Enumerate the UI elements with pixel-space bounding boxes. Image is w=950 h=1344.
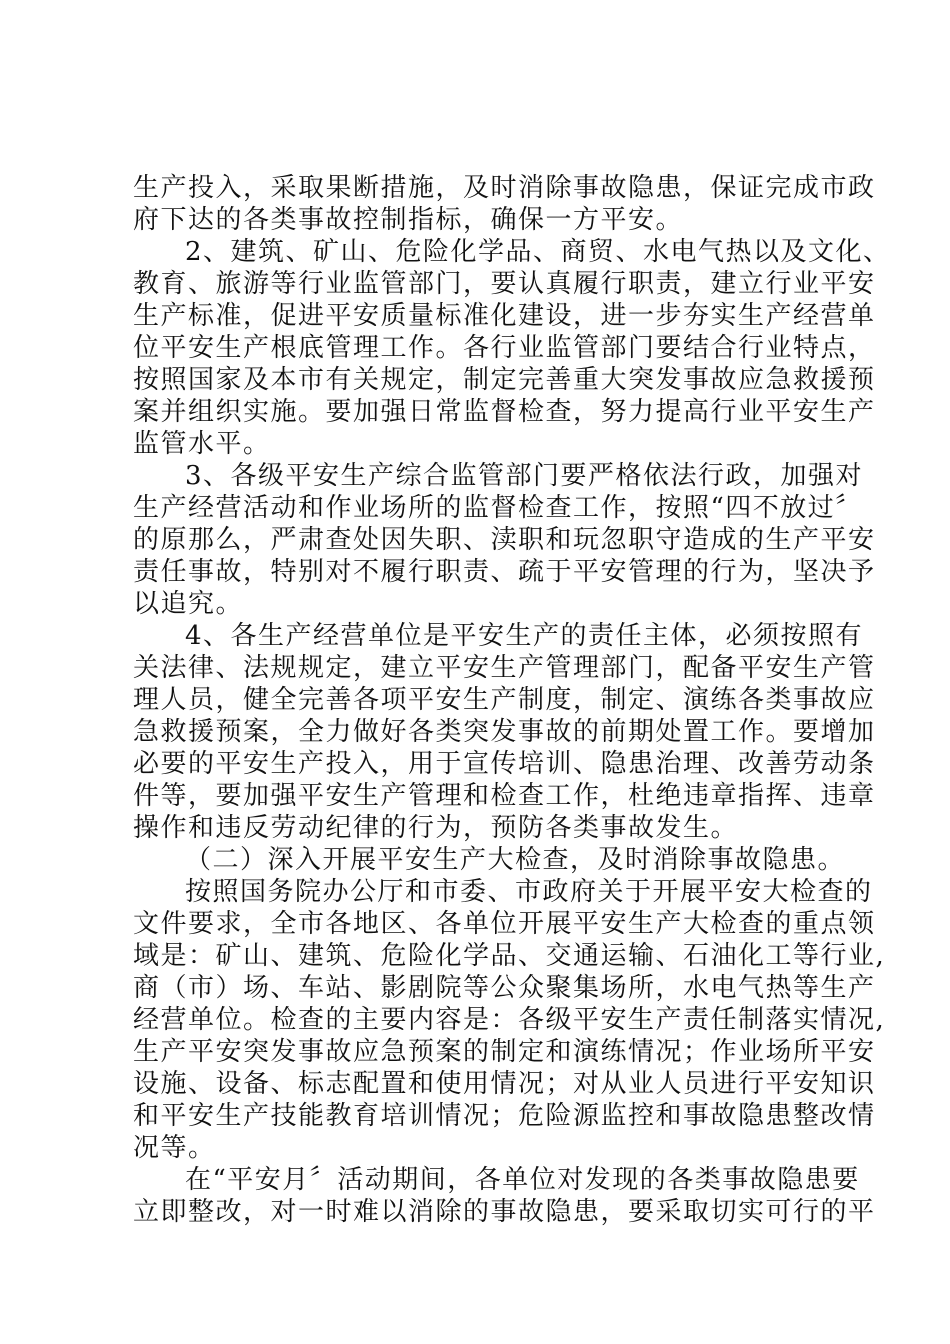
text-line: 府下达的各类事故控制指标，确保一方平安。 (133, 205, 684, 235)
text-line: 生产平安突发事故应急预案的制定和演练情况；作业场所平安 (133, 1037, 876, 1067)
text-line: 教育、旅游等行业监管部门，要认真履行职责，建立行业平安 (133, 269, 876, 299)
text-line: 位平安生产根底管理工作。各行业监管部门要结合行业特点， (133, 333, 876, 363)
text-line: 必要的平安生产投入，用于宣传培训、隐患治理、改善劳动条 (133, 749, 876, 779)
text-line: 况等。 (133, 1133, 216, 1163)
text-line: 的原那么，严肃查处因失职、渎职和玩忽职守造成的生产平安 (133, 525, 876, 555)
text-line: 商（市）场、车站、影剧院等公众聚集场所，水电气热等生产 (133, 973, 876, 1003)
text-line: 生产经营活动和作业场所的监督检查工作，按照“四不放过〞 (133, 493, 863, 523)
text-line: 案并组织实施。要加强日常监督检查，努力提高行业平安生产 (133, 397, 876, 427)
text-line: 理人员，健全完善各项平安生产制度，制定、演练各类事故应 (133, 685, 876, 715)
text-line: 责任事故，特别对不履行职责、疏于平安管理的行为，坚决予 (133, 557, 876, 587)
text-line: 生产标准，促进平安质量标准化建设，进一步夯实生产经营单 (133, 301, 876, 331)
text-line: 监管水平。 (133, 429, 271, 459)
text-line: 生产投入，采取果断措施，及时消除事故隐患，保证完成市政 (133, 173, 876, 203)
text-line: 关法律、法规规定，建立平安生产管理部门，配备平安生产管 (133, 653, 876, 683)
document-body-text (133, 172, 891, 1228)
text-line: 经营单位。检查的主要内容是：各级平安生产责任制落实情况, (133, 1005, 886, 1035)
text-line: 按照国家及本市有关规定，制定完善重大突发事故应急救援预 (133, 365, 876, 395)
text-line: 域是：矿山、建筑、危险化学品、交通运输、石油化工等行业, (133, 941, 886, 971)
text-line: 以追究。 (133, 589, 244, 619)
text-line: 件等，要加强平安生产管理和检查工作，杜绝违章指挥、违章 (133, 781, 876, 811)
text-line: 文件要求，全市各地区、各单位开展平安生产大检查的重点领 (133, 909, 876, 939)
text-line: 4、各生产经营单位是平安生产的责任主体，必须按照有 (185, 621, 864, 651)
text-line: 和平安生产技能教育培训情况；危险源监控和事故隐患整改情 (133, 1101, 876, 1131)
text-line: 立即整改，对一时难以消除的事故隐患，要采取切实可行的平 (133, 1197, 876, 1227)
text-line: 急救援预案，全力做好各类突发事故的前期处置工作。要增加 (133, 717, 876, 747)
text-line: （二）深入开展平安生产大检查，及时消除事故隐患。 (185, 845, 846, 875)
text-line: 3、各级平安生产综合监管部门要严格依法行政，加强对 (185, 461, 864, 491)
text-line: 按照国务院办公厅和市委、市政府关于开展平安大检查的 (185, 877, 873, 907)
text-line: 设施、设备、标志配置和使用情况；对从业人员进行平安知识 (133, 1069, 876, 1099)
text-line: 在“平安月〞活动期间，各单位对发现的各类事故隐患要 (185, 1165, 860, 1195)
text-line: 2、建筑、矿山、危险化学品、商贸、水电气热以及文化、 (185, 237, 891, 267)
text-line: 操作和违反劳动纪律的行为，预防各类事故发生。 (133, 813, 739, 843)
